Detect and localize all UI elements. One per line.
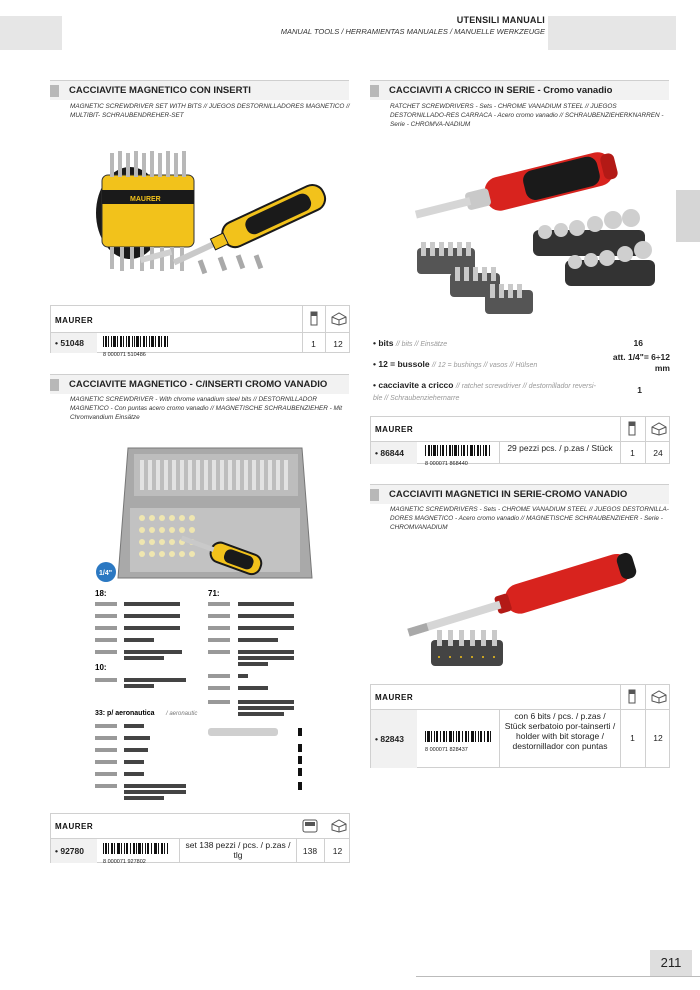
product-3-qty2: 24 bbox=[653, 448, 663, 458]
box-icon bbox=[650, 422, 668, 436]
product-3-table bbox=[370, 416, 670, 467]
product-4-title: CACCIAVITI MAGNETICI IN SERIE-CROMO VANADIO bbox=[389, 489, 628, 500]
product-1-barcode bbox=[103, 334, 169, 358]
product-2-header bbox=[50, 374, 349, 394]
spec-2-sub: // 12 = bushings // vasos // Hülsen bbox=[431, 362, 538, 369]
product-1-barcode-number: 8 000071 510486 bbox=[103, 352, 146, 358]
product-3-barcode-number: 8 000071 868440 bbox=[425, 461, 468, 467]
product-4-header bbox=[370, 484, 669, 504]
inner-pack-icon bbox=[301, 818, 319, 834]
kit-group-18: 18: bbox=[95, 589, 107, 598]
product-3-subtitle: RATCHET SCREWDRIVERS - Sets - CHROME VANADIUM STEEL // JUEGOS DESTORNILLADO-RES CARRACA - Acero cromo vanadio // SCHRAUBENZIEHERKNARREN - Serie - CHROMVA-NADIUM bbox=[390, 103, 664, 128]
product-2-image bbox=[90, 438, 340, 808]
spec-1-label: • bits bbox=[373, 338, 394, 348]
product-1-code: • 51048 bbox=[51, 333, 97, 353]
svg-text:MAURER: MAURER bbox=[130, 196, 161, 203]
product-4-barcode-number: 8 000071 828437 bbox=[425, 747, 468, 753]
brand-logo: MAURER bbox=[55, 822, 94, 831]
product-1-image bbox=[70, 135, 340, 290]
product-4-code: • 82843 bbox=[371, 710, 417, 768]
product-4-qty1: 1 bbox=[630, 733, 635, 743]
header-tab-left bbox=[0, 16, 62, 50]
product-3-header bbox=[370, 80, 669, 100]
product-4-qty2: 12 bbox=[653, 733, 663, 743]
inner-pack-icon bbox=[627, 689, 637, 705]
product-3-description: 29 pezzi pcs. / p.zas / Stück bbox=[507, 443, 613, 453]
box-icon bbox=[330, 819, 348, 833]
product-2-description: set 138 pezzi / pcs. / p.zas / tlg bbox=[185, 840, 291, 860]
product-2-subtitle: MAGNETIC SCREWDRIVER - With chrome vanadium steel bits // DESTORNILLADOR MAGNETICO - Con puntas acero cromo vanadio // MAGNETISCHE SCHRAUBENZIEHER - Mit Chromvandium Einsätze bbox=[70, 396, 343, 421]
product-2-barcode bbox=[103, 841, 169, 865]
brand-logo: MAURER bbox=[375, 693, 414, 702]
inner-pack-icon bbox=[309, 311, 319, 327]
kit-group-10: 10: bbox=[95, 663, 107, 672]
page-subtitle: MANUAL TOOLS / HERRAMIENTAS MANUALES / MANUELLE WERKZEUGE bbox=[280, 27, 545, 36]
inner-pack-icon bbox=[627, 421, 637, 437]
spec-3-label: • cacciavite a cricco bbox=[373, 380, 454, 390]
kit-size-badge: 1/4" bbox=[99, 570, 113, 577]
product-4-barcode bbox=[425, 729, 491, 753]
product-1-qty2: 12 bbox=[333, 339, 343, 349]
product-3-title: CACCIAVITI A CRICCO IN SERIE - Cromo vanadio bbox=[389, 85, 613, 96]
product-1-table bbox=[50, 305, 350, 358]
spec-2-value: att. 1/4"= 6÷12 mm bbox=[612, 352, 670, 373]
kit-group-33: 33: p/ aeronautica bbox=[95, 710, 155, 717]
page-number: 211 bbox=[650, 950, 692, 976]
product-1-qty1: 1 bbox=[311, 339, 316, 349]
brand-logo: MAURER bbox=[55, 316, 94, 325]
product-2-qty2: 12 bbox=[332, 846, 343, 856]
spec-3-row bbox=[373, 380, 605, 404]
product-3-qty1: 1 bbox=[630, 448, 635, 458]
side-index-tab bbox=[676, 190, 700, 242]
product-3-code: • 86844 bbox=[371, 442, 417, 464]
product-4-table bbox=[370, 684, 670, 768]
spec-2-row bbox=[373, 359, 537, 369]
spec-1-row bbox=[373, 338, 447, 348]
product-4-subtitle: MAGNETIC SCREWDRIVERS - Sets - CHROME VANADIUM STEEL // JUEGOS DESTORNILLA-DORES MAGNETICO - Acero cromo vanadio // MAGNETISCHE SCHRAUBENZIEHER - Serie - CHROMVANADIUM bbox=[390, 506, 669, 531]
product-2-qty1: 138 bbox=[302, 846, 318, 856]
product-4-description: con 6 bits / pcs. / p.zas / Stück serbatoio por-tainserti / holder with bit storage / destornillador con puntas bbox=[504, 711, 616, 751]
product-1-subtitle: MAGNETIC SCREWDRIVER SET WITH BITS // JUEGOS DESTORNILLADORES MAGNETICO // MULTIBIT- SCHRAUBENDREHER-SET bbox=[70, 103, 350, 119]
product-2-code: • 92780 bbox=[51, 839, 97, 863]
spec-1-value: 16 bbox=[633, 338, 643, 348]
kit-group-33-sub: / aeronautic bbox=[166, 711, 198, 717]
product-2-title: CACCIAVITE MAGNETICO - C/INSERTI CROMO VANADIO bbox=[69, 379, 328, 390]
footer-divider bbox=[416, 976, 700, 977]
box-icon bbox=[330, 312, 348, 326]
spec-3-value: 1 bbox=[637, 385, 642, 395]
product-4-image bbox=[395, 545, 665, 675]
product-2-barcode-number: 8 000071 927802 bbox=[103, 859, 146, 865]
kit-group-71: 71: bbox=[208, 589, 220, 598]
spec-1-sub: // bits // Einsätze bbox=[395, 341, 448, 348]
spec-2-label: • 12 = bussole bbox=[373, 359, 430, 369]
product-1-header bbox=[50, 80, 349, 100]
product-2-table bbox=[50, 813, 350, 863]
header-tab-right bbox=[548, 16, 676, 50]
product-3-image bbox=[405, 138, 665, 318]
box-icon bbox=[650, 690, 668, 704]
page-title: UTENSILI MANUALI bbox=[456, 15, 545, 25]
product-1-title: CACCIAVITE MAGNETICO CON INSERTI bbox=[69, 85, 251, 96]
product-3-barcode bbox=[425, 443, 491, 467]
spec-3-sub: // ratchet screwdriver // destornillador reversi-ble // Schraubenziehernarre bbox=[373, 383, 596, 402]
brand-logo: MAURER bbox=[375, 425, 414, 434]
